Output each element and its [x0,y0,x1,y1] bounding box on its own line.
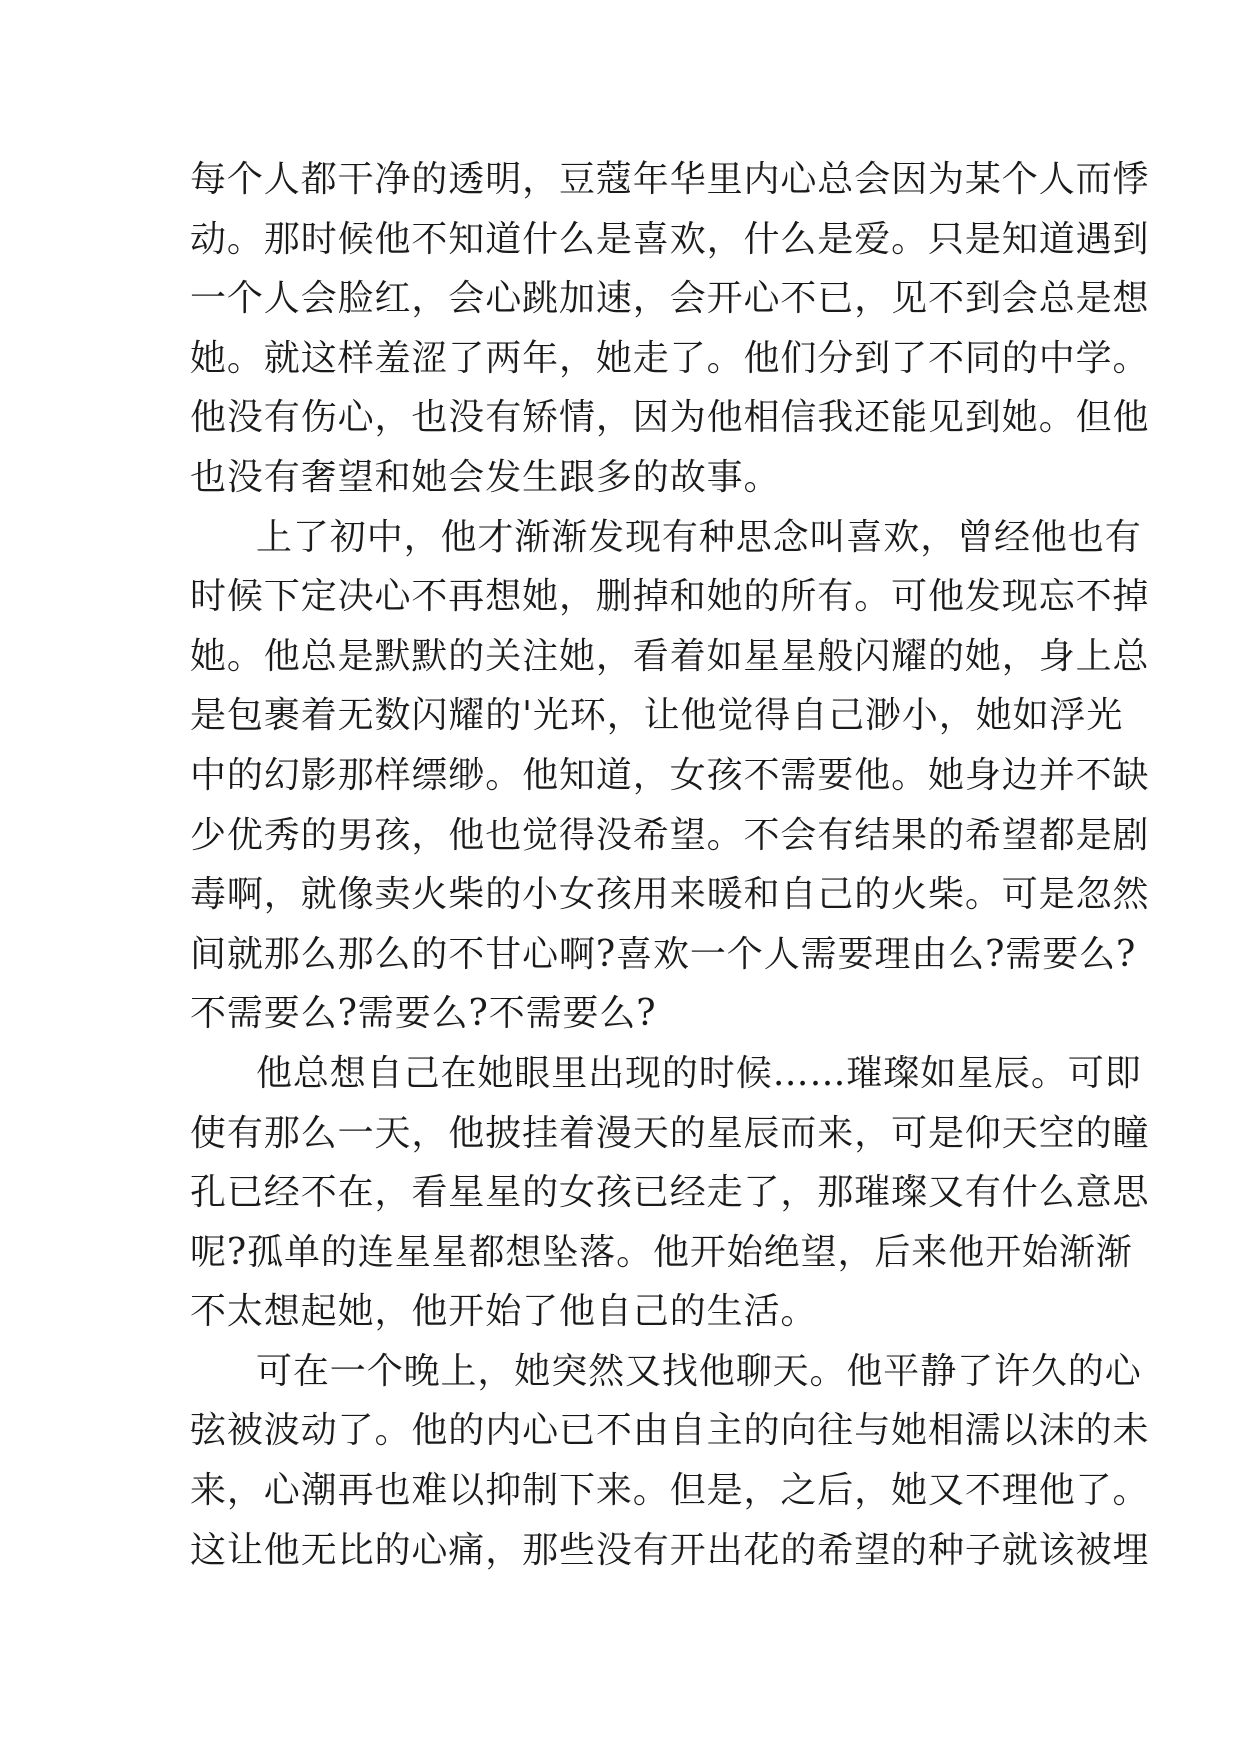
text-line: 孔已经不在，看星星的女孩已经走了，那璀璨又有什么意思 [190,1172,1150,1214]
text-line: 间就那么那么的不甘心啊?喜欢一个人需要理由么?需要么? [190,933,1137,975]
text-line: 一个人会脸红，会心跳加速，会开心不已，见不到会总是想 [190,278,1150,320]
text-line: 她。他总是默默的关注她，看着如星星般闪耀的她，身上总 [190,635,1150,677]
paragraph-first-line: 上了初中，他才渐渐发现有种思念叫喜欢，曾经他也有 [256,516,1142,558]
text-line: 毒啊，就像卖火柴的小女孩用来暖和自己的火柴。可是忽然 [190,874,1150,916]
text-line: 他没有伤心，也没有矫情，因为他相信我还能见到她。但他 [190,397,1150,439]
text-line: 不需要么?需要么?不需要么? [190,993,657,1035]
paragraph-first-line: 他总想自己在她眼里出现的时候……璀璨如星辰。可即 [256,1052,1142,1094]
text-line: 时候下定决心不再想她，删掉和她的所有。可他发现忘不掉 [190,576,1150,618]
paragraph-first-line: 可在一个晚上，她突然又找他聊天。他平静了许久的心 [256,1350,1142,1392]
text-line: 她。就这样羞涩了两年，她走了。他们分到了不同的中学。 [190,337,1150,379]
text-line: 中的幻影那样缥缈。他知道，女孩不需要他。她身边并不缺 [190,754,1150,796]
text-line: 也没有奢望和她会发生跟多的故事。 [190,456,781,498]
text-line: 是包裹着无数闪耀的'光环，让他觉得自己渺小，她如浮光 [190,695,1124,737]
text-line: 不太想起她，他开始了他自己的生活。 [190,1291,818,1333]
document-body [190,150,1150,1580]
text-line: 动。那时候他不知道什么是喜欢，什么是爱。只是知道遇到 [190,218,1150,260]
text-line: 使有那么一天，他披挂着漫天的星辰而来，可是仰天空的瞳 [190,1112,1150,1154]
text-line: 来，心潮再也难以抑制下来。但是，之后，她又不理他了。 [190,1470,1150,1512]
text-line: 每个人都干净的透明，豆蔻年华里内心总会因为某个人而悸 [190,159,1150,200]
text-line: 这让他无比的心痛，那些没有开出花的希望的种子就该被埋 [190,1529,1150,1571]
text-line: 呢?孤单的连星星都想坠落。他开始绝望，后来他开始渐渐 [190,1231,1133,1273]
text-line: 少优秀的男孩，他也觉得没希望。不会有结果的希望都是剧 [190,814,1150,856]
text-line: 弦被波动了。他的内心已不由自主的向往与她相濡以沫的未 [190,1410,1150,1452]
